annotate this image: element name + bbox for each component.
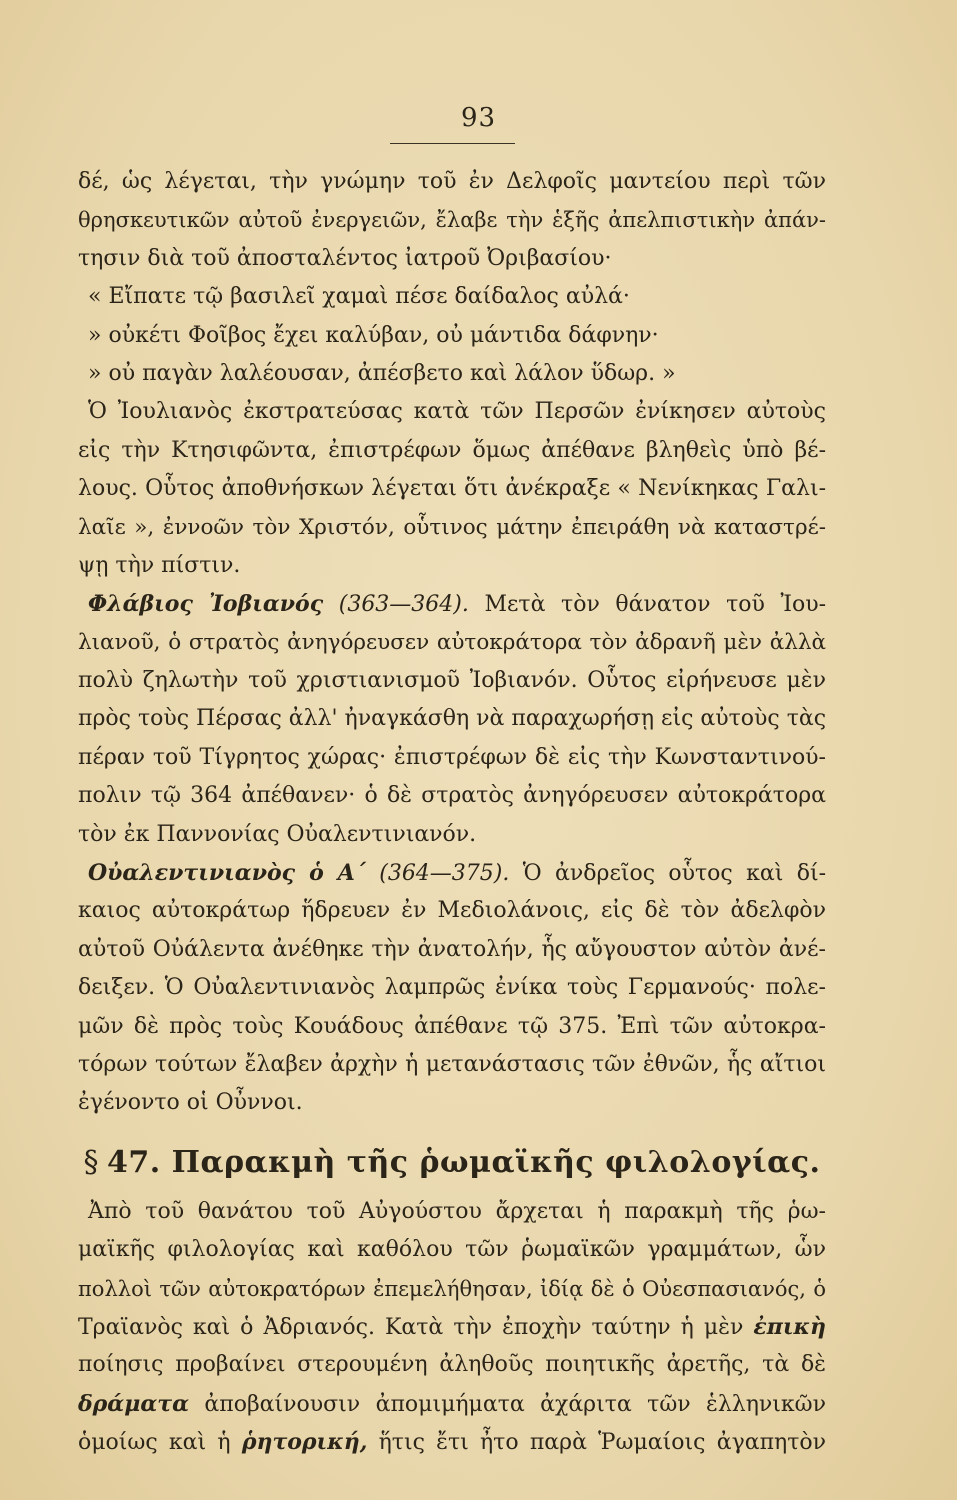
page-number: 93: [460, 103, 497, 133]
text-line: [78, 1308, 826, 1346]
reign-dates: (363—364).: [338, 592, 469, 618]
header-rule: [390, 143, 515, 144]
text-span: ἥτις ἔτι ἦτο παρὰ Ῥωμαίοις ἀγαπητὸν: [378, 1430, 827, 1456]
text-span: ἀποβαίνουσιν ἀπομιμήματα ἀχάριτα τῶν ἑλληνικῶν: [204, 1391, 826, 1417]
term-rhetoric: ῥητορική,: [241, 1429, 368, 1456]
text-span: ὁμοίως καὶ ἡ: [78, 1430, 231, 1456]
text-line: ψῃ τὴν πίστιν.: [78, 552, 241, 578]
text-line: δέ, ὡς λέγεται, τὴν γνώμην τοῦ ἐν Δελφοῖς μαντείου περὶ τῶν: [78, 169, 826, 194]
text-line: μῶν δὲ πρὸς τοὺς Κουάδους ἀπέθανε τῷ 375. Ἐπὶ τῶν αὐτοκρα-: [78, 1013, 826, 1039]
text-line: δειξεν. Ὁ Οὐαλεντινιανὸς λαμπρῶς ἐνίκα τοὺς Γερμανούς· πολε-: [78, 975, 826, 1001]
emperor-name: Οὐαλεντινιανὸς ὁ Α´: [88, 860, 366, 887]
section-heading: [78, 1133, 826, 1193]
text-line: μαϊκῆς φιλολογίας καὶ καθόλου τῶν ῥωμαϊκῶν γραμμάτων, ὧν: [78, 1237, 826, 1263]
oracle-verse-line: » οὐ παγὰν λαλέουσαν, ἀπέσβετο καὶ λάλον ὕδωρ. »: [88, 360, 676, 386]
term-drama: δράματα: [78, 1390, 189, 1417]
text-line: λιανοῦ, ὁ στρατὸς ἀνηγόρευσεν αὐτοκράτορα τὸν ἀδρανῆ μὲν ἀλλὰ: [78, 629, 826, 655]
text-line: τησιν διὰ τοῦ ἀποσταλέντος ἰατροῦ Ὀριβασίου·: [78, 245, 612, 271]
text-line: εἰς τὴν Κτησιφῶντα, ἐπιστρέφων ὅμως ἀπέθανε βληθεὶς ὑπὸ βέ-: [78, 437, 826, 463]
text-line: αὐτοῦ Οὐάλεντα ἀνέθηκε τὴν ἀνατολήν, ἧς αὔγουστον αὐτὸν ἀνέ-: [78, 936, 826, 962]
text-line: [78, 1423, 826, 1461]
reign-dates: (364—375).: [379, 861, 510, 887]
text-line: Ἀπὸ τοῦ θανάτου τοῦ Αὐγούστου ἄρχεται ἡ παρακμὴ τῆς ῥω-: [88, 1198, 826, 1224]
text-line: ἐγένοντο οἱ Οὖννοι.: [78, 1090, 303, 1116]
text-line: τόρων τούτων ἔλαβεν ἀρχὴν ἡ μετανάστασις τῶν ἐθνῶν, ἧς αἴτιοι: [78, 1051, 826, 1077]
emperor-name: Φλάβιος Ἰοβιανός: [88, 591, 324, 618]
oracle-verse-line: » οὐκέτι Φοῖβος ἔχει καλύβαν, οὐ μάντιδα δάφνην·: [88, 322, 659, 348]
text-line: τὸν ἐκ Παννονίας Οὐαλεντινιανόν.: [78, 821, 477, 847]
text-line: λαῖε », ἐννοῶν τὸν Χριστόν, οὗτινος μάτην ἐπειράθη νὰ καταστρέ-: [78, 514, 826, 540]
text-span: Τραϊανὸς καὶ ὁ Ἀδριανός. Κατὰ τὴν ἐποχὴν ταύτην ἡ μὲν: [78, 1314, 744, 1340]
text-line: θρησκευτικῶν αὐτοῦ ἐνεργειῶν, ἔλαβε τὴν ἑξῆς ἀπελπιστικὴν ἀπάν-: [78, 208, 826, 233]
section-symbol: §: [83, 1144, 100, 1180]
text-line: Ὁ Ἰουλιανὸς ἐκστρατεύσας κατὰ τῶν Περσῶν ἐνίκησεν αὐτοὺς: [88, 399, 826, 425]
text-span: Μετὰ τὸν θάνατον τοῦ Ἰου-: [484, 592, 827, 618]
oracle-verse-line: « Εἴπατε τῷ βασιλεῖ χαμαὶ πέσε δαίδαλος αὐλά·: [88, 284, 630, 310]
term-epic: ἐπικὴ: [753, 1313, 826, 1340]
text-line: ποίησις προβαίνει στερουμένη ἀληθοῦς ποιητικῆς ἀρετῆς, τὰ δὲ: [78, 1352, 826, 1378]
jovian-heading-line: [78, 585, 826, 623]
text-span: Ὁ ἀνδρεῖος οὗτος καὶ δί-: [522, 861, 827, 887]
text-line: [78, 1385, 826, 1423]
text-line: πολιν τῷ 364 ἀπέθανεν· ὁ δὲ στρατὸς ἀνηγόρευσεν αὐτοκράτορα: [78, 783, 826, 809]
text-line: λους. Οὗτος ἀποθνήσκων λέγεται ὅτι ἀνέκραξε « Νενίκηκας Γαλι-: [78, 476, 826, 502]
text-line: πολλοὶ τῶν αὐτοκρατόρων ἐπεμελήθησαν, ἰδίᾳ δὲ ὁ Οὐεσπασιανός, ὁ: [78, 1276, 826, 1301]
text-line: πέραν τοῦ Τίγρητος χώρας· ἐπιστρέφων δὲ εἰς τὴν Κωνσταντινού-: [78, 744, 826, 770]
text-line: πρὸς τοὺς Πέρσας ἀλλ' ἠναγκάσθη νὰ παραχωρήσῃ εἰς αὐτοὺς τὰς: [78, 706, 827, 732]
body-text: [78, 163, 826, 1462]
text-line: καιος αὐτοκράτωρ ἥδρευεν ἐν Μεδιολάνοις, εἰς δὲ τὸν ἀδελφὸν: [78, 898, 826, 924]
section-title: 47. Παρακμὴ τῆς ῥωμαϊκῆς φιλολογίας.: [107, 1144, 821, 1180]
text-line: πολὺ ζηλωτὴν τοῦ χριστιανισμοῦ Ἰοβιανόν. Οὗτος εἰρήνευσε μὲν: [78, 668, 826, 694]
valentinian-heading-line: [78, 854, 826, 892]
